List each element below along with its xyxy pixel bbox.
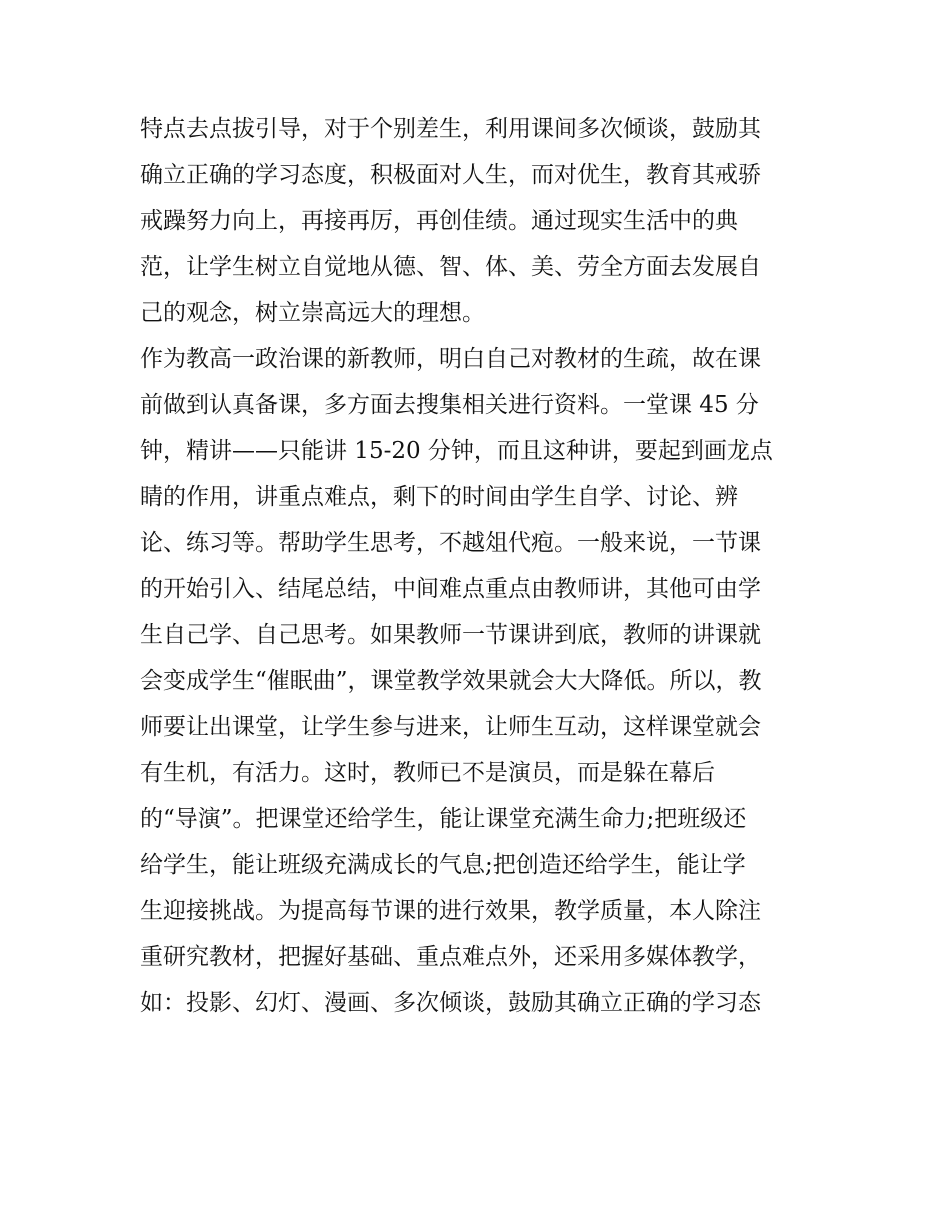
text-line: 作为教高一政治课的新教师，明白自己对教材的生疏，故在课: [140, 346, 761, 372]
text-line: 己的观念，树立崇高远大的理想。: [140, 300, 485, 326]
text-line: 前做到认真备课，多方面去搜集相关进行资料。一堂课 45 分: [140, 392, 759, 418]
text-line: 的开始引入、结尾总结，中间难点重点由教师讲，其他可由学: [140, 576, 761, 602]
text-line: 有生机，有活力。这时，教师已不是演员，而是躲在幕后: [140, 760, 715, 786]
text-line: 特点去点拔引导，对于个别差生，利用课间多次倾谈，鼓励其: [140, 116, 761, 142]
text-line: 范，让学生树立自觉地从德、智、体、美、劳全方面去发展自: [140, 254, 761, 280]
text-line: 的“导演”。把课堂还给学生，能让课堂充满生命力;把班级还: [140, 806, 747, 832]
text-line: 睛的作用，讲重点难点，剩下的时间由学生自学、讨论、辨: [140, 484, 738, 510]
text-line: 会变成学生“催眠曲”，课堂教学效果就会大大降低。所以，教: [140, 668, 762, 694]
text-line: 论、练习等。帮助学生思考，不越俎代疱。一般来说，一节课: [140, 530, 761, 556]
text-line: 师要让出课堂，让学生参与进来，让师生互动，这样课堂就会: [140, 714, 761, 740]
text-line: 确立正确的学习态度，积极面对人生，而对优生，教育其戒骄: [140, 162, 761, 188]
text-line: 戒躁努力向上，再接再厉，再创佳绩。通过现实生活中的典: [140, 208, 738, 234]
text-line: 如：投影、幻灯、漫画、多次倾谈，鼓励其确立正确的学习态: [140, 990, 761, 1016]
text-line: 生自己学、自己思考。如果教师一节课讲到底，教师的讲课就: [140, 622, 761, 648]
text-line: 重研究教材，把握好基础、重点难点外，还采用多媒体教学，: [140, 944, 761, 970]
text-line: 钟，精讲——只能讲 15-20 分钟，而且这种讲，要起到画龙点: [140, 438, 773, 464]
text-line: 给学生，能让班级充满成长的气息;把创造还给学生，能让学: [140, 852, 746, 878]
text-line: 生迎接挑战。为提高每节课的进行效果，教学质量，本人除注: [140, 898, 761, 924]
body-text: [140, 106, 820, 1026]
